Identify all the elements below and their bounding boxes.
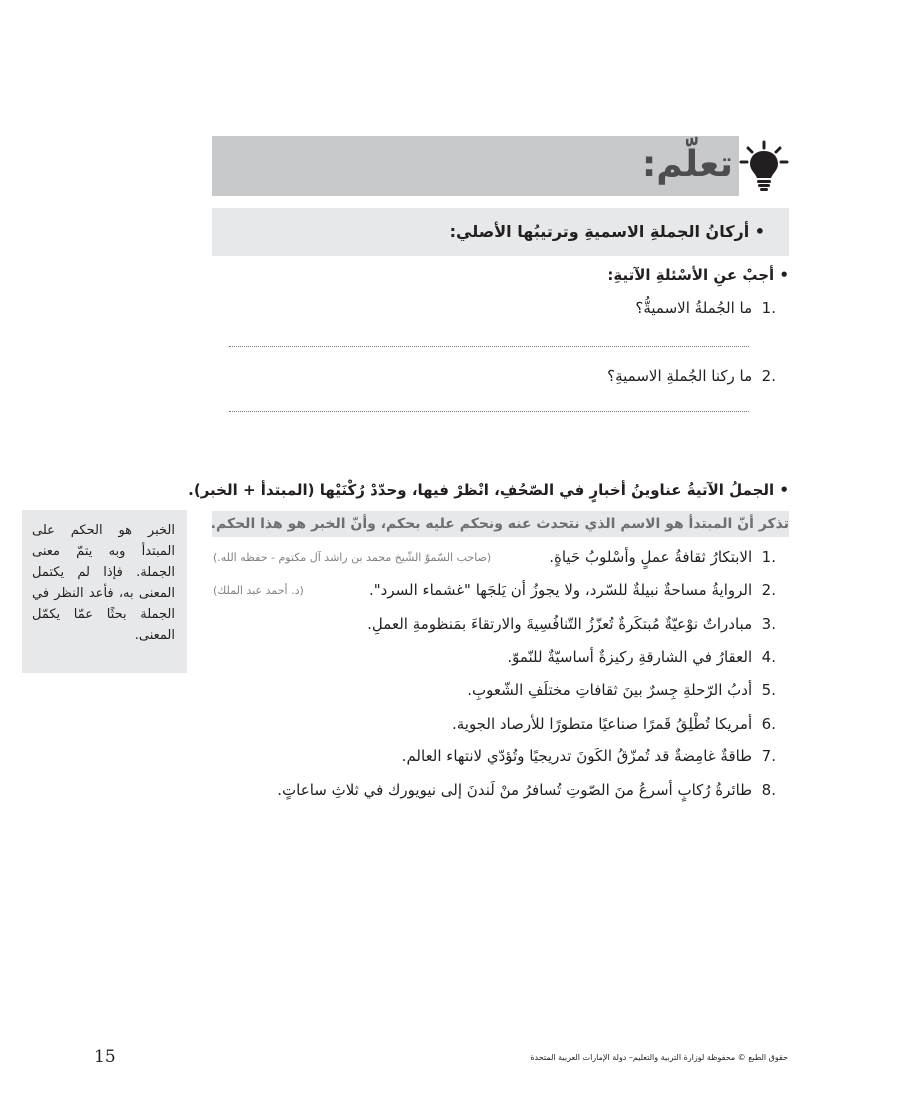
side-note-box [22, 510, 187, 673]
sentence-number: .2 [761, 581, 776, 599]
sentence-3 [367, 613, 776, 635]
page-number: 15 [94, 1047, 116, 1067]
side-note-text: الخبر هو الحكم على المبتدأ وبه يتمّ معنى الجملة. فإذا لم يكتمل المعنى به، فأعد النظر في الجملة بحثًا عمّا يكمّل المعنى. [32, 523, 175, 643]
sentence-text: أدبُ الرّحلةِ جِسرٌ بينَ ثقافاتِ مختلَفِ الشّعوبِ. [467, 681, 753, 699]
sentence-number: .7 [761, 747, 776, 765]
question-text: ما الجُملةُ الاسميةُّ؟ [635, 299, 753, 317]
question-1 [635, 297, 776, 319]
sentence-source: (د. أحمد عبد الملك) [213, 584, 304, 597]
hint-bar [212, 511, 789, 537]
copyright-notice: حقوق الطبع © محفوظة لوزارة التربية والتعليم– دولة الإمارات العربية المتحدة [530, 1053, 788, 1062]
sentence-text: الابتكارُ ثقافةُ عملٍ وأسْلوبُ حَياةٍ. [549, 548, 753, 566]
sentence-number: .6 [761, 715, 776, 733]
lightbulb-icon [739, 140, 789, 192]
sentence-1 [549, 546, 776, 568]
sentence-number: .3 [761, 615, 776, 633]
question-2 [607, 365, 776, 387]
question-text: ما ركنا الجُملةِ الاسميةِ؟ [607, 367, 753, 385]
answer-line-1[interactable] [229, 346, 749, 347]
exercise-intro: • الجملُ الآتيةُ عناوينُ أخبارٍ في الصّحُفِ، انْظرْ فيها، وحدّدْ رُكْنَيْها (المبتدأ + الخبر). [188, 481, 789, 499]
sentence-number: .4 [761, 648, 776, 666]
questions-intro: • أجبْ عنِ الأسْئلةِ الآتيةِ: [607, 266, 789, 284]
learn-header [212, 136, 789, 196]
sentence-text: أمريكا تُطْلِقُ قَمرًا صناعيًا متطورًا للأرصاد الجوية. [451, 715, 753, 733]
hint-text: تذكر أنّ المبتدأ هو الاسم الذي نتحدث عنه ونحكم عليه بحكم، وأنّ الخبر هو هذا الحكم. [210, 516, 789, 532]
sentence-6 [452, 713, 776, 735]
sentence-text: الروايةُ مساحةٌ نبيلةٌ للسّرد، ولا يجوزُ أن يَلجَها "غشماء السرد". [369, 581, 753, 599]
sentence-text: العقارُ في الشارقةِ ركيزةٌ أساسيّةٌ للنّموّ. [507, 648, 753, 666]
sentence-number: .8 [761, 781, 776, 799]
answer-line-2[interactable] [229, 411, 749, 412]
section-heading: • أركانُ الجملةِ الاسميةِ وترتيبُها الأصلي: [449, 222, 765, 241]
sentence-7 [402, 745, 776, 767]
section-heading-bar [212, 208, 789, 256]
sentence-number: .1 [761, 548, 776, 566]
question-number: .2 [761, 367, 776, 385]
learn-title: تعلّم: [641, 144, 733, 185]
sentence-text: طائرةُ رُكابٍ أسرعُ منَ الصّوتِ تُسافرُ منْ لَندنَ إلى نيويورك في ثلاثِ ساعاتٍ. [277, 781, 753, 799]
sentence-2 [369, 579, 776, 601]
sentence-8 [277, 779, 776, 801]
sentence-text: طاقةٌ غامِضةٌ قد تُمزّقُ الكَونَ تدريجيًا وتُؤدّي لانتهاء العالم. [401, 747, 753, 765]
question-number: .1 [761, 299, 776, 317]
sentence-5 [467, 679, 776, 701]
sentence-text: مبادراتٌ نوْعيّةٌ مُبتكَرةٌ تُعزّزُ التّنافُسِيةَ والارتقاءَ بمَنظومةِ العملِ. [367, 615, 753, 633]
sentence-source: (صاحب السّموّ الشّيخ محمد بن راشد آل مكتوم - حفظه الله.) [213, 551, 492, 564]
sentence-number: .5 [761, 681, 776, 699]
sentence-4 [507, 646, 776, 668]
